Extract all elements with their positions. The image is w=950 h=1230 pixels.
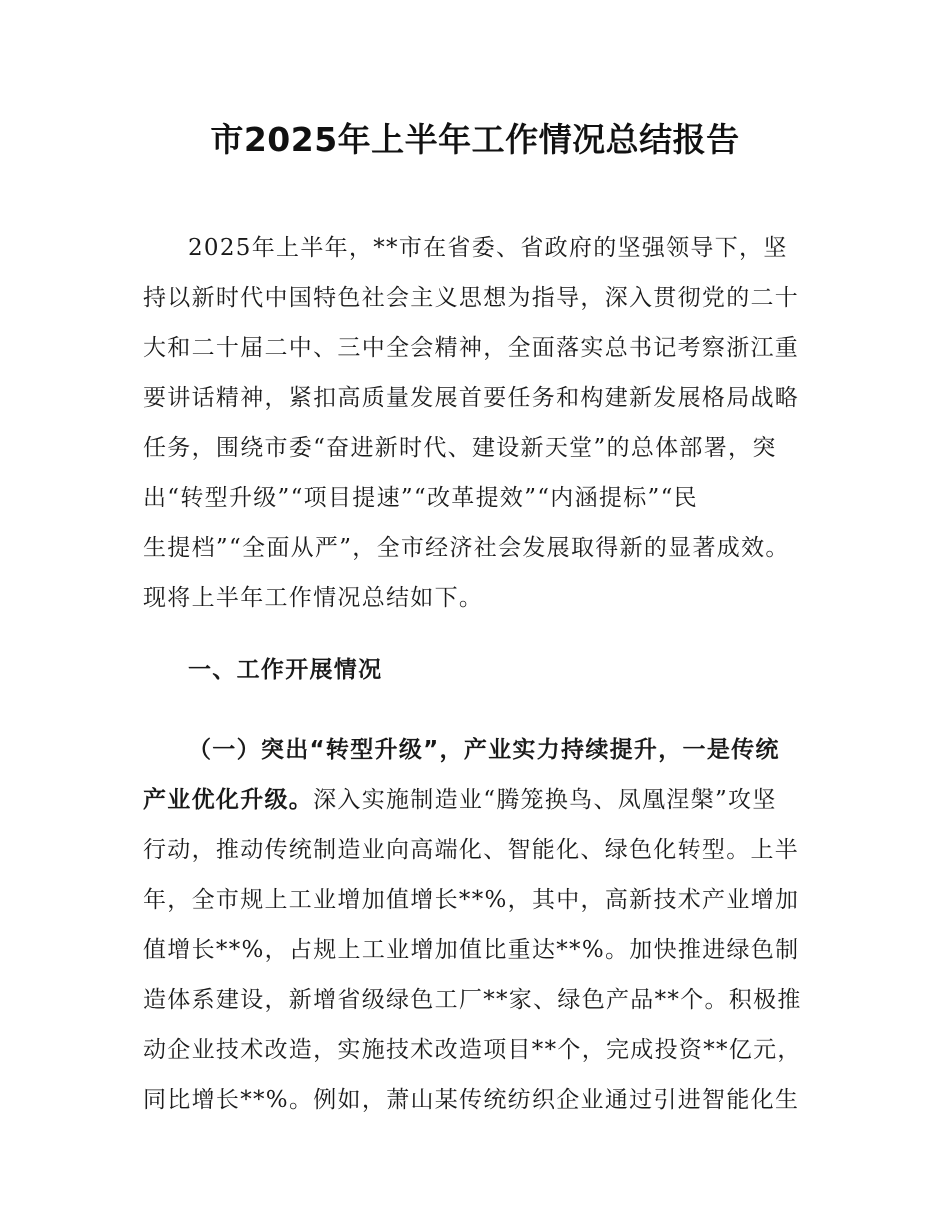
paragraph-text: 深入实施制造业“腾笼换鸟、凤凰涅槃”攻坚 [313,787,777,813]
document-title: 市2025年上半年工作情况总结报告 [210,120,740,159]
paragraph-line: 现将上半年工作情况总结如下。 [143,585,484,611]
section-heading: 一、工作开展情况 [188,657,383,683]
paragraph-line: 2025年上半年，**市在省委、省政府的坚强领导下，坚 [188,235,788,261]
paragraph-line: 任务，围绕市委“奋进新时代、建设新天堂”的总体部署，突 [143,435,777,461]
subsection-heading: （一）突出“转型升级”，产业实力持续提升，一是传统 [188,737,780,763]
paragraph-line: 同比增长**%。例如，萧山某传统纺织企业通过引进智能化生 [143,1087,800,1113]
paragraph-line [143,784,813,816]
paragraph-line: 行动，推动传统制造业向高端化、智能化、绿色化转型。上半 [143,837,800,863]
paragraph-line: 年，全市规上工业增加值增长**%，其中，高新技术产业增加 [143,887,800,913]
paragraph-line: 出“转型升级”“项目提速”“改革提效”“内涵提标”“民 [143,485,698,511]
paragraph-line: 要讲话精神，紧扣高质量发展首要任务和构建新发展格局战略 [143,385,800,411]
paragraph-line: 持以新时代中国特色社会主义思想为指导，深入贯彻党的二十 [143,285,800,311]
paragraph-line: 动企业技术改造，实施技术改造项目**个，完成投资**亿元， [143,1037,802,1063]
paragraph-line: 造体系建设，新增省级绿色工厂**家、绿色产品**个。积极推 [143,987,802,1013]
paragraph-line: 大和二十届二中、三中全会精神，全面落实总书记考察浙江重 [143,335,800,361]
paragraph-line: 值增长**%，占规上工业增加值比重达**%。加快推进绿色制 [143,937,800,963]
subsection-lead: 产业优化升级。 [143,787,314,813]
paragraph-line: 生提档”“全面从严”，全市经济社会发展取得新的显著成效。 [143,535,790,561]
